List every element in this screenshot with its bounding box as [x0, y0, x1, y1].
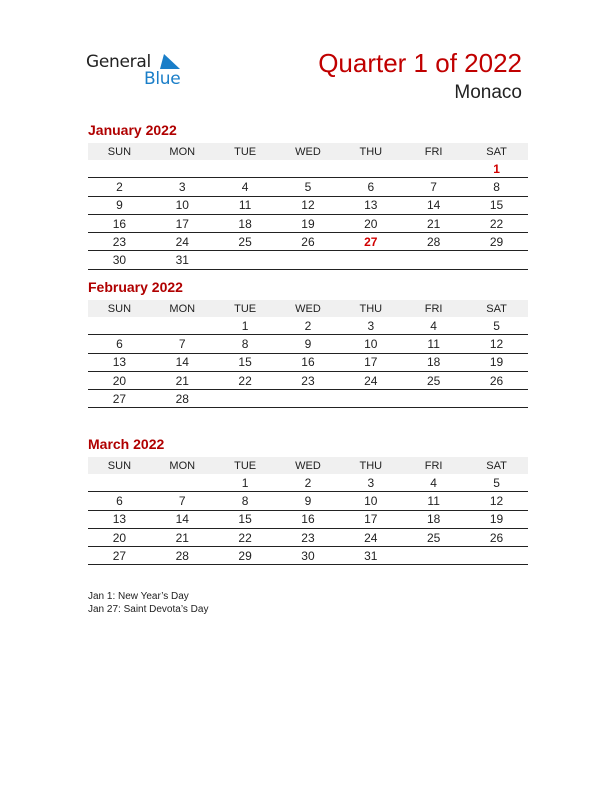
day-cell: 23 — [277, 528, 340, 546]
empty-day-cell — [88, 317, 151, 335]
day-cell: 22 — [465, 214, 528, 232]
day-cell: 17 — [339, 353, 402, 371]
day-cell: 16 — [277, 353, 340, 371]
generalblue-logo — [86, 52, 186, 92]
weekday-header-sun: SUN — [88, 457, 151, 474]
day-cell: 11 — [214, 196, 277, 214]
week-row — [88, 251, 528, 269]
weekday-header-mon: MON — [151, 143, 214, 160]
day-cell: 19 — [465, 510, 528, 528]
day-cell: 4 — [402, 474, 465, 492]
day-cell: 2 — [277, 317, 340, 335]
week-row — [88, 510, 528, 528]
empty-day-cell — [402, 160, 465, 178]
day-cell: 14 — [402, 196, 465, 214]
empty-day-cell — [402, 547, 465, 565]
empty-day-cell — [465, 251, 528, 269]
holiday-note: Jan 27: Saint Devota’s Day — [88, 604, 209, 615]
week-row — [88, 196, 528, 214]
holiday-notes — [88, 590, 208, 616]
weekday-header-fri: FRI — [402, 143, 465, 160]
day-cell: 24 — [339, 528, 402, 546]
day-cell: 27 — [88, 390, 151, 408]
week-row — [88, 233, 528, 251]
weekday-header-wed: WED — [277, 457, 340, 474]
day-cell: 1 — [214, 474, 277, 492]
day-cell: 20 — [339, 214, 402, 232]
day-cell: 26 — [465, 528, 528, 546]
day-cell: 5 — [465, 317, 528, 335]
day-cell: 21 — [151, 371, 214, 389]
day-cell: 15 — [465, 196, 528, 214]
week-row — [88, 371, 528, 389]
weekday-header-mon: MON — [151, 457, 214, 474]
day-cell: 8 — [214, 492, 277, 510]
day-cell: 28 — [402, 233, 465, 251]
empty-day-cell — [277, 390, 340, 408]
day-cell: 25 — [402, 528, 465, 546]
day-cell: 4 — [402, 317, 465, 335]
weekday-header-row — [88, 457, 528, 474]
day-cell: 8 — [465, 178, 528, 196]
day-cell: 6 — [88, 492, 151, 510]
day-cell: 17 — [339, 510, 402, 528]
calendar-table — [88, 300, 528, 408]
day-cell: 7 — [151, 492, 214, 510]
weekday-header-sun: SUN — [88, 300, 151, 317]
day-cell: 18 — [402, 510, 465, 528]
day-cell: 1 — [214, 317, 277, 335]
day-cell: 30 — [88, 251, 151, 269]
weekday-header-fri: FRI — [402, 300, 465, 317]
weekday-header-row — [88, 300, 528, 317]
day-cell: 27 — [88, 547, 151, 565]
day-cell: 10 — [339, 335, 402, 353]
week-row — [88, 178, 528, 196]
weekday-header-tue: TUE — [214, 457, 277, 474]
logo-word-blue: Blue — [144, 69, 181, 89]
month-title: March 2022 — [88, 436, 165, 452]
week-row — [88, 390, 528, 408]
day-cell: 16 — [277, 510, 340, 528]
week-row — [88, 474, 528, 492]
day-cell: 20 — [88, 371, 151, 389]
day-cell: 8 — [214, 335, 277, 353]
month-title: January 2022 — [88, 122, 177, 138]
day-cell: 13 — [88, 353, 151, 371]
weekday-header-thu: THU — [339, 300, 402, 317]
weekday-header-thu: THU — [339, 457, 402, 474]
month-title: February 2022 — [88, 279, 183, 295]
day-cell: 13 — [88, 510, 151, 528]
empty-day-cell — [277, 251, 340, 269]
day-cell: 4 — [214, 178, 277, 196]
day-cell: 26 — [465, 371, 528, 389]
day-cell: 3 — [339, 317, 402, 335]
day-cell: 3 — [339, 474, 402, 492]
empty-day-cell — [402, 390, 465, 408]
day-cell: 9 — [277, 492, 340, 510]
week-row — [88, 214, 528, 232]
day-cell: 2 — [277, 474, 340, 492]
month-block-february — [88, 279, 528, 408]
country-name: Monaco — [454, 82, 522, 103]
day-cell: 30 — [277, 547, 340, 565]
day-cell: 29 — [214, 547, 277, 565]
weekday-header-tue: TUE — [214, 143, 277, 160]
holiday-note: Jan 1: New Year’s Day — [88, 591, 189, 602]
weekday-header-sat: SAT — [465, 300, 528, 317]
weekday-header-wed: WED — [277, 143, 340, 160]
day-cell: 11 — [402, 335, 465, 353]
holiday-day-cell: 27 — [339, 233, 402, 251]
day-cell: 19 — [277, 214, 340, 232]
week-row — [88, 160, 528, 178]
empty-day-cell — [465, 547, 528, 565]
holiday-day-cell: 1 — [465, 160, 528, 178]
day-cell: 20 — [88, 528, 151, 546]
day-cell: 18 — [402, 353, 465, 371]
day-cell: 25 — [214, 233, 277, 251]
weekday-header-fri: FRI — [402, 457, 465, 474]
day-cell: 2 — [88, 178, 151, 196]
empty-day-cell — [214, 390, 277, 408]
day-cell: 28 — [151, 547, 214, 565]
day-cell: 7 — [151, 335, 214, 353]
day-cell: 5 — [465, 474, 528, 492]
empty-day-cell — [88, 160, 151, 178]
logo-flag-icon — [160, 54, 180, 69]
week-row — [88, 335, 528, 353]
day-cell: 7 — [402, 178, 465, 196]
day-cell: 9 — [88, 196, 151, 214]
empty-day-cell — [151, 317, 214, 335]
day-cell: 14 — [151, 510, 214, 528]
day-cell: 25 — [402, 371, 465, 389]
day-cell: 31 — [339, 547, 402, 565]
day-cell: 12 — [465, 492, 528, 510]
week-row — [88, 492, 528, 510]
day-cell: 28 — [151, 390, 214, 408]
day-cell: 3 — [151, 178, 214, 196]
calendar-table — [88, 457, 528, 565]
day-cell: 5 — [277, 178, 340, 196]
weekday-header-mon: MON — [151, 300, 214, 317]
weekday-header-row — [88, 143, 528, 160]
day-cell: 22 — [214, 528, 277, 546]
empty-day-cell — [214, 160, 277, 178]
day-cell: 18 — [214, 214, 277, 232]
day-cell: 31 — [151, 251, 214, 269]
weekday-header-sat: SAT — [465, 457, 528, 474]
day-cell: 16 — [88, 214, 151, 232]
calendar-table — [88, 143, 528, 270]
empty-day-cell — [151, 160, 214, 178]
weekday-header-sun: SUN — [88, 143, 151, 160]
empty-day-cell — [339, 390, 402, 408]
day-cell: 10 — [339, 492, 402, 510]
empty-day-cell — [339, 160, 402, 178]
month-block-march — [88, 436, 528, 565]
day-cell: 19 — [465, 353, 528, 371]
empty-day-cell — [465, 390, 528, 408]
day-cell: 10 — [151, 196, 214, 214]
day-cell: 23 — [277, 371, 340, 389]
month-block-january — [88, 122, 528, 270]
weekday-header-tue: TUE — [214, 300, 277, 317]
empty-day-cell — [214, 251, 277, 269]
day-cell: 24 — [151, 233, 214, 251]
day-cell: 14 — [151, 353, 214, 371]
day-cell: 26 — [277, 233, 340, 251]
weekday-header-wed: WED — [277, 300, 340, 317]
day-cell: 21 — [402, 214, 465, 232]
empty-day-cell — [151, 474, 214, 492]
empty-day-cell — [339, 251, 402, 269]
day-cell: 6 — [339, 178, 402, 196]
empty-day-cell — [277, 160, 340, 178]
day-cell: 13 — [339, 196, 402, 214]
day-cell: 9 — [277, 335, 340, 353]
day-cell: 21 — [151, 528, 214, 546]
day-cell: 12 — [465, 335, 528, 353]
day-cell: 23 — [88, 233, 151, 251]
day-cell: 29 — [465, 233, 528, 251]
logo-word-general: General — [86, 52, 151, 72]
empty-day-cell — [402, 251, 465, 269]
week-row — [88, 528, 528, 546]
page-title: Quarter 1 of 2022 — [318, 48, 522, 78]
weekday-header-sat: SAT — [465, 143, 528, 160]
day-cell: 12 — [277, 196, 340, 214]
week-row — [88, 547, 528, 565]
day-cell: 22 — [214, 371, 277, 389]
day-cell: 15 — [214, 353, 277, 371]
day-cell: 11 — [402, 492, 465, 510]
day-cell: 6 — [88, 335, 151, 353]
empty-day-cell — [88, 474, 151, 492]
week-row — [88, 317, 528, 335]
day-cell: 24 — [339, 371, 402, 389]
week-row — [88, 353, 528, 371]
day-cell: 17 — [151, 214, 214, 232]
day-cell: 15 — [214, 510, 277, 528]
weekday-header-thu: THU — [339, 143, 402, 160]
